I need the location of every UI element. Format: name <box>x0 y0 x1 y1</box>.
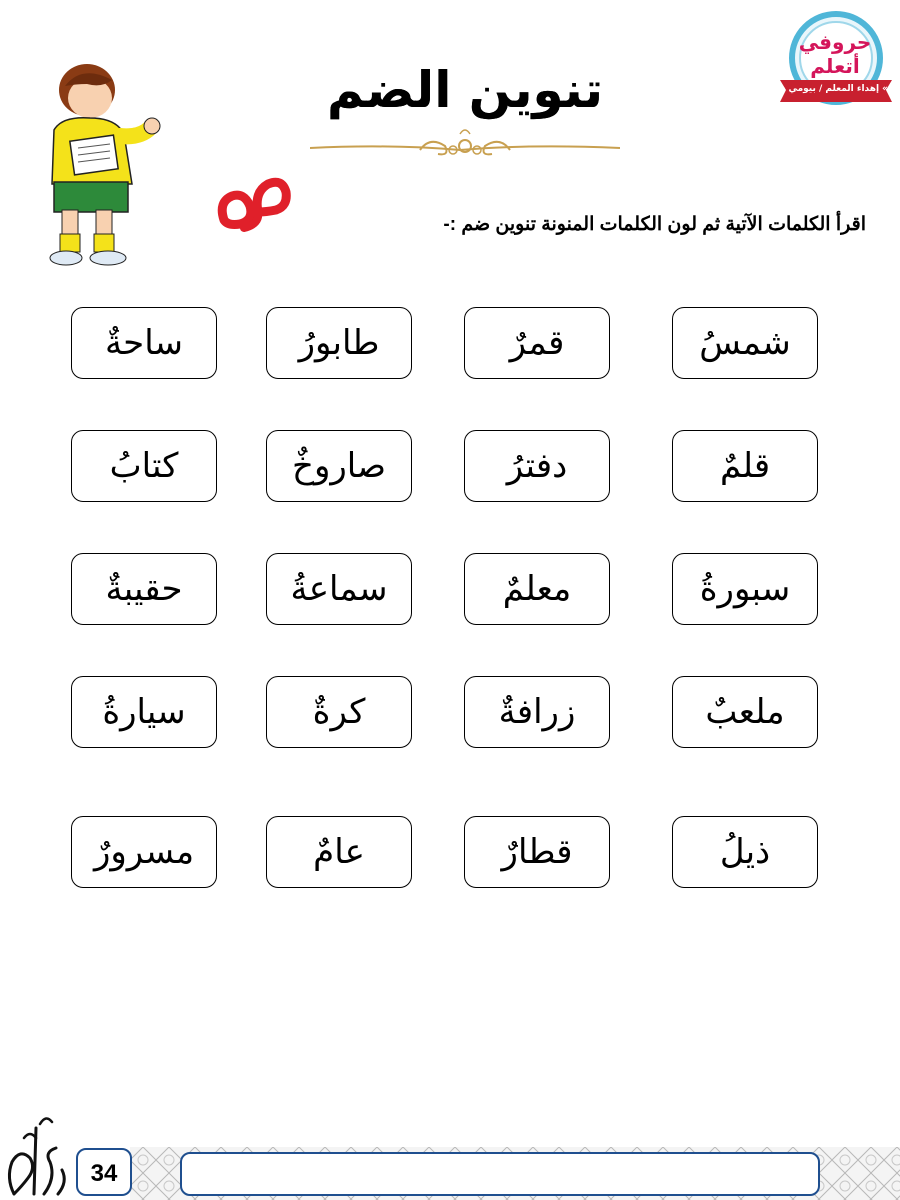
word-card[interactable]: سبورةُ <box>672 553 818 625</box>
word-card[interactable]: شمسُ <box>672 307 818 379</box>
word-card[interactable]: قمرٌ <box>464 307 610 379</box>
page-number: 34 <box>76 1148 132 1196</box>
word-card[interactable]: ملعبٌ <box>672 676 818 748</box>
logo-word: حروفي أتعلم <box>798 30 872 78</box>
word-card[interactable]: سماعةُ <box>266 553 412 625</box>
iqra-calligraphy-icon <box>0 1108 72 1200</box>
page-title: تنوين الضم <box>326 61 604 119</box>
word-card[interactable]: زرافةٌ <box>464 676 610 748</box>
word-card[interactable]: معلمٌ <box>464 553 610 625</box>
word-card[interactable]: كرةٌ <box>266 676 412 748</box>
word-card[interactable]: قلمٌ <box>672 430 818 502</box>
logo-ribbon-text: » إهداء المعلم / بيومي سمير « <box>752 84 888 94</box>
word-card[interactable]: طابورُ <box>266 307 412 379</box>
word-card[interactable]: كتابُ <box>71 430 217 502</box>
instruction-text: اقرأ الكلمات الآتية ثم لون الكلمات المنونة تنوين ضم :- <box>443 214 866 235</box>
word-card[interactable]: ساحةٌ <box>71 307 217 379</box>
word-card[interactable]: مسرورٌ <box>71 816 217 888</box>
boy-reading-icon <box>32 58 162 273</box>
task-glyph-icon <box>214 162 294 234</box>
word-card[interactable]: ذيلُ <box>672 816 818 888</box>
word-card[interactable]: عامٌ <box>266 816 412 888</box>
word-card[interactable]: صاروخٌ <box>266 430 412 502</box>
word-card[interactable]: حقيبةٌ <box>71 553 217 625</box>
footer-box <box>180 1152 820 1196</box>
word-card[interactable]: قطارٌ <box>464 816 610 888</box>
word-card[interactable]: سيارةُ <box>71 676 217 748</box>
word-card[interactable]: دفترُ <box>464 430 610 502</box>
ornament-divider-icon <box>310 128 620 168</box>
